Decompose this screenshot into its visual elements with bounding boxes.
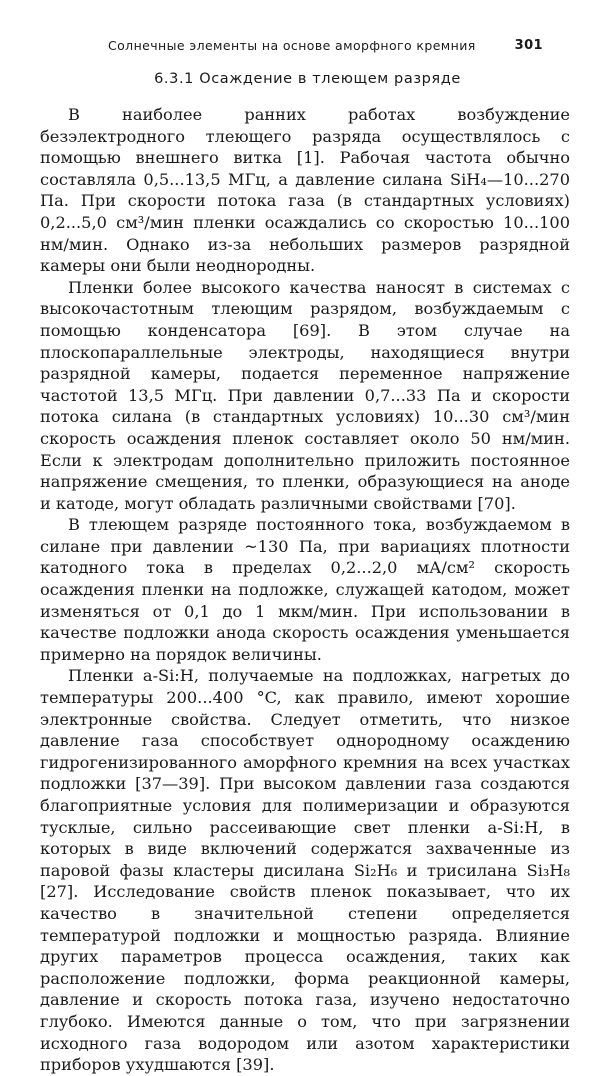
paragraph-1: В наиболее ранних работах возбуждение безэлектродного тлеющего разряда осуществлялось с помощью внешнего витка [1]. Рабочая частота обычно составляла 0,5...13,5 МГц, а давление силана SiH₄—10...270 Па. При скорости потока газа (в стандартных условиях) 0,2...5,0 см³/мин пленки осаждались со скоростью 10...100 нм/мин. Однако из-за небольших размеров разрядной камеры они были неоднородны. xyxy=(40,105,570,276)
section-heading: 6.3.1 Осаждение в тлеющем разряде xyxy=(154,71,461,87)
page-number: 301 xyxy=(514,38,543,53)
paragraph-3: В тлеющем разряде постоянного тока, возбуждаемом в силане при давлении ~130 Па, при вариациях плотности катодного тока в пределах 0,2...2,0 мА/см² скорость осаждения пленки на подложке, служащей катодом, может изменяться от 0,1 до 1 мкм/мин. При использовании в качестве подложки анода скорость осаждения уменьшается примерно на порядок величины. xyxy=(40,515,570,664)
running-title: Солнечные элементы на основе аморфного кремния xyxy=(108,38,476,53)
running-head xyxy=(108,36,543,56)
body-text xyxy=(40,104,570,1076)
paragraph-4: Пленки a-Si:H, получаемые на подложках, нагретых до температуры 200...400 °C, как правило, имеют хорошие электронные свойства. Следует отметить, что низкое давление газа способствует однородному осаждению гидрогенизированного аморфного кремния на всех участках подложки [37—39]. При высоком давлении газа создаются благоприятные условия для полимеризации и образуются тусклые, сильно рассеивающие свет пленки a-Si:H, в которых в виде включений содержатся захваченные из паровой фазы кластеры дисилана Si₂H₆ и трисилана Si₃H₈ [27]. Исследование свойств пленок показывает, что их качество в значительной степени определяется температурой подложки и мощностью разряда. Влияние других параметров процесса осаждения, таких как расположение подложки, форма реакционной камеры, давление и скорость потока газа, изучено недостаточно глубоко. Имеются данные о том, что при загрязнении исходного газа водородом или азотом характеристики приборов ухудшаются [39]. xyxy=(40,666,570,1075)
paragraph-2: Пленки более высокого качества наносят в системах с высокочастотным тлеющим разрядом, возбуждаемым с помощью конденсатора [69]. В этом случае на плоскопараллельные электроды, находящиеся внутри разрядной камеры, подается переменное напряжение частотой 13,5 МГц. При давлении 0,7...33 Па и скорости потока силана (в стандартных условиях) 10...30 см³/мин скорость осаждения пленок составляет около 50 нм/мин. Если к электродам дополнительно приложить постоянное напряжение смещения, то пленки, образующиеся на аноде и катоде, могут обладать различными свойствами [70]. xyxy=(40,277,570,513)
